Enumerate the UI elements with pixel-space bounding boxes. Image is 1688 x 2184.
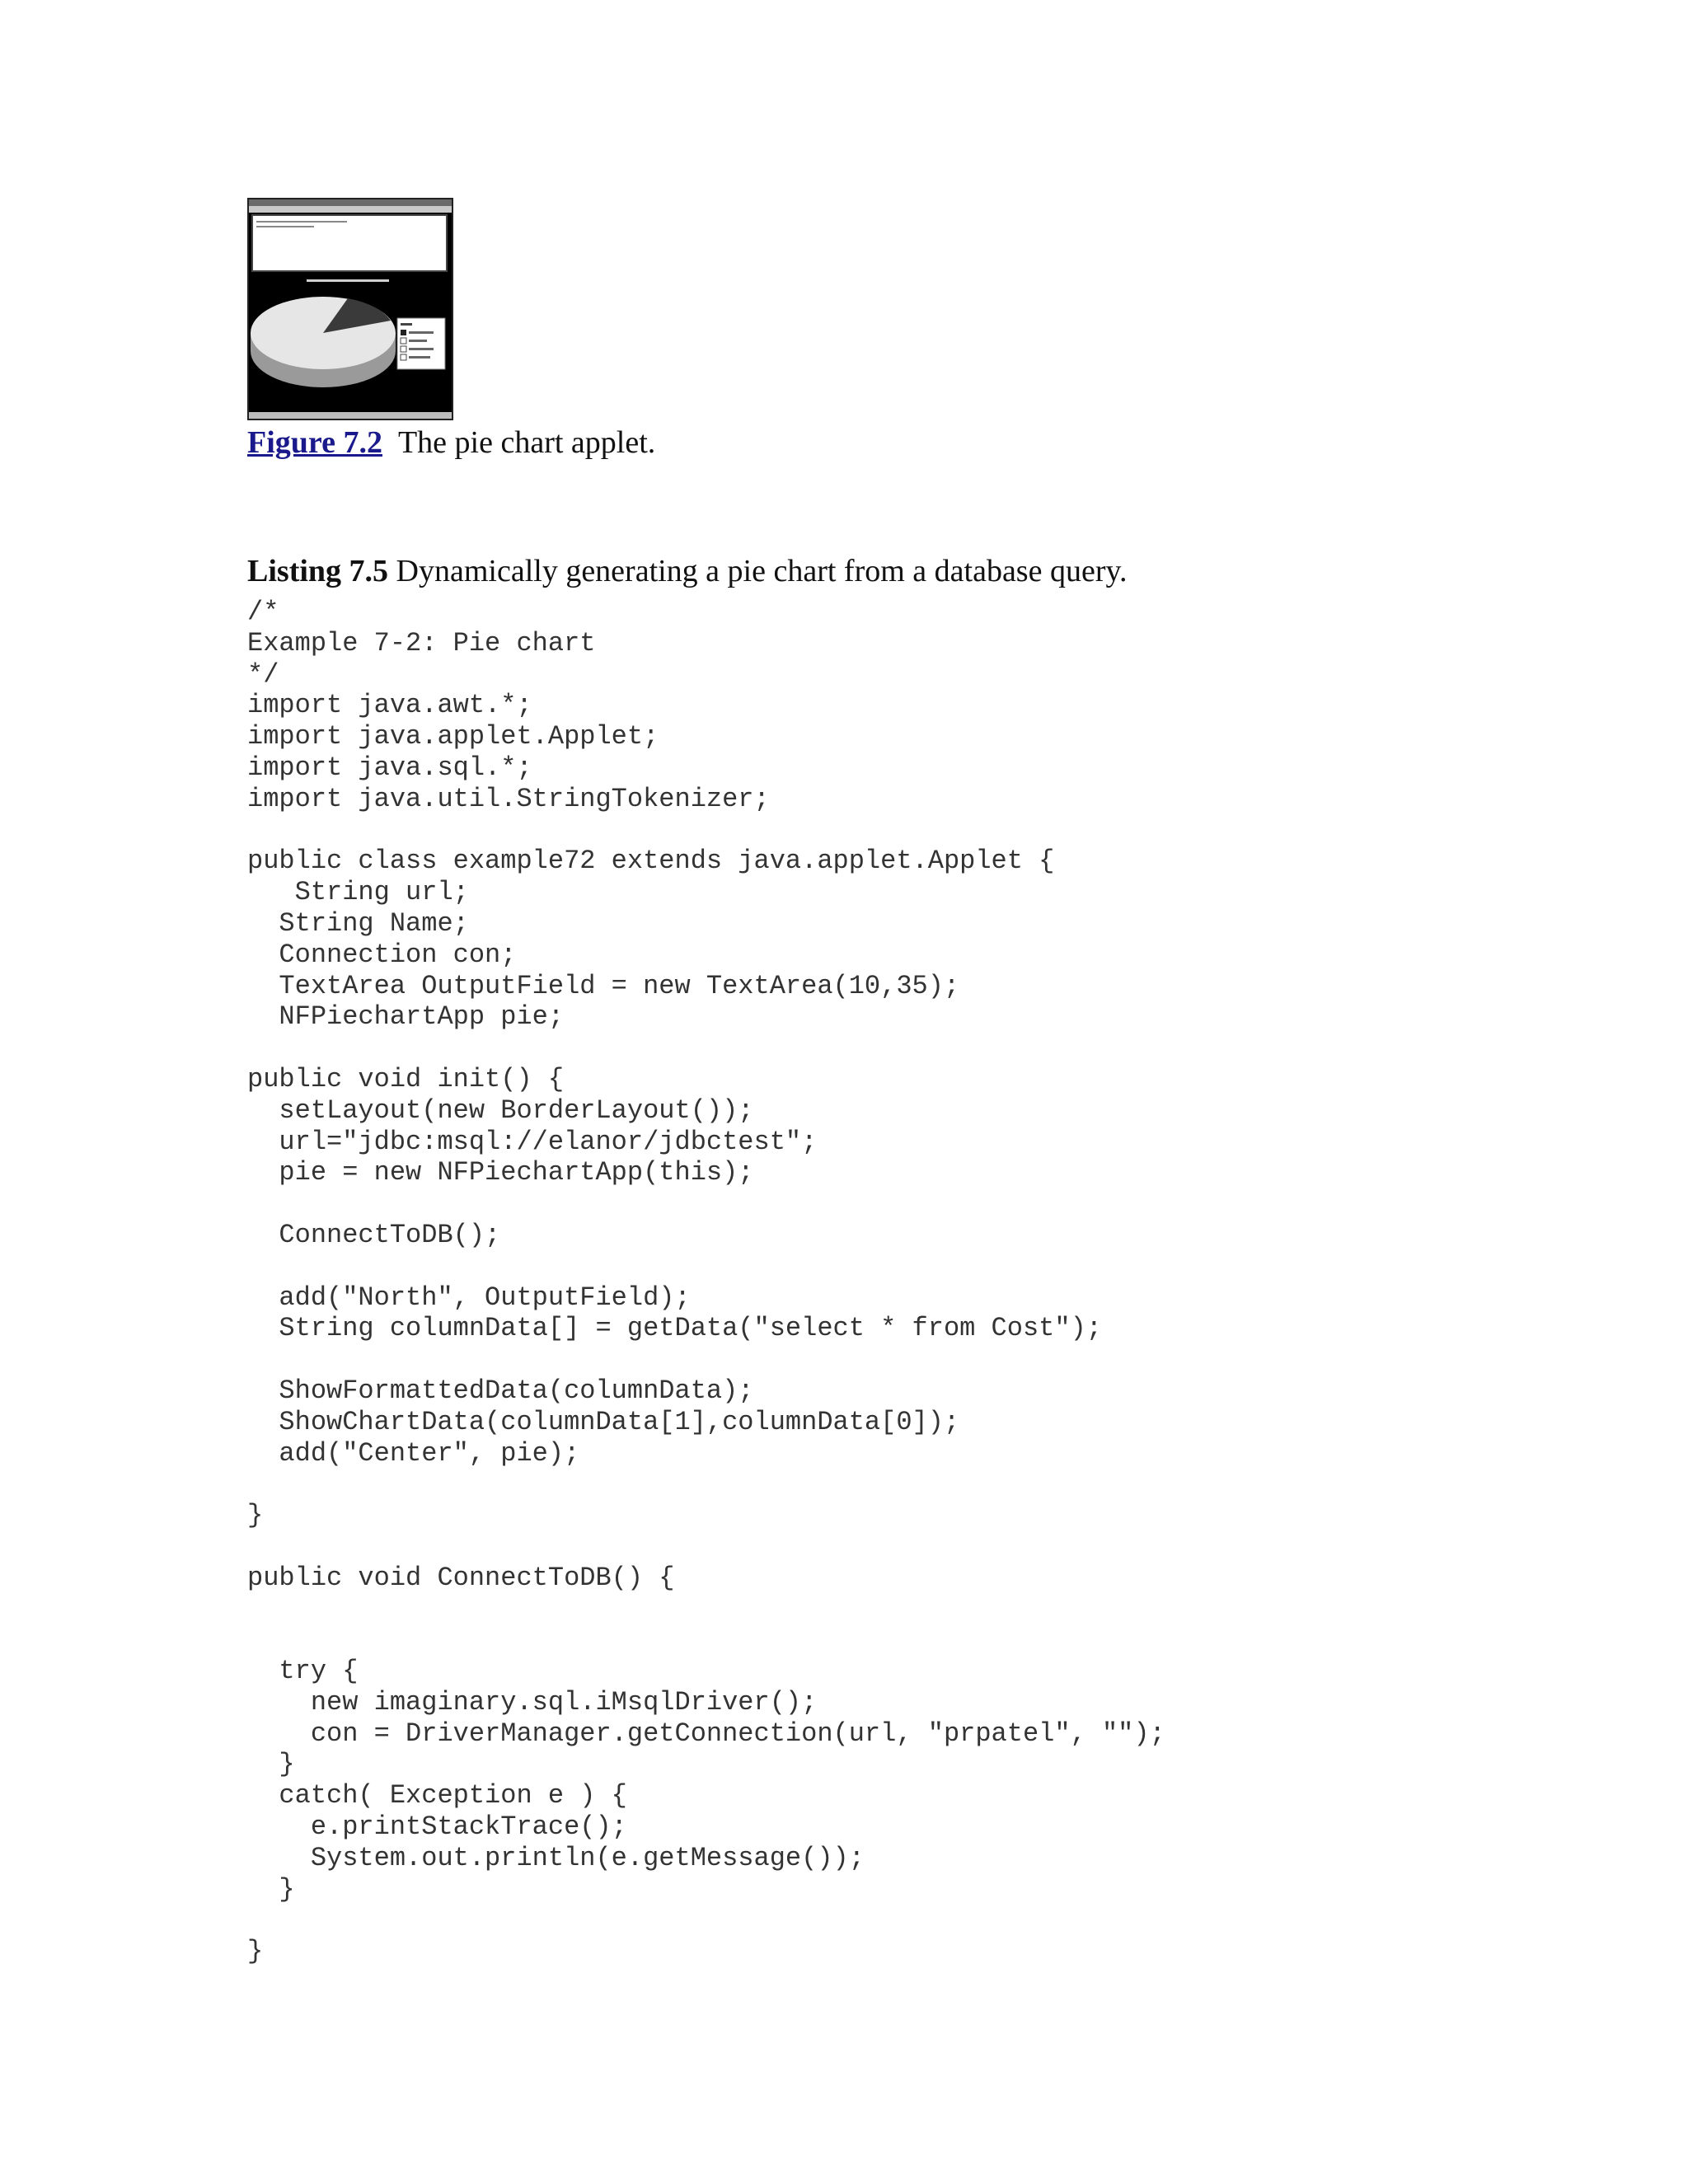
- code-line: public void ConnectToDB() {: [247, 1562, 675, 1593]
- window-status-bar: [249, 412, 452, 419]
- code-line: TextArea OutputField = new TextArea(10,35);: [247, 970, 960, 1001]
- code-line: ConnectToDB();: [247, 1219, 501, 1250]
- code-line: }: [247, 1936, 264, 1967]
- pie-chart-applet-screenshot: [247, 198, 453, 420]
- code-line: public class example72 extends java.applet.Applet {: [247, 846, 1055, 877]
- code-line: public void init() {: [247, 1063, 565, 1094]
- listing-caption: [247, 551, 1128, 592]
- code-line: ShowFormattedData(columnData);: [247, 1375, 754, 1406]
- code-line: [247, 1033, 1165, 1064]
- code-line: [247, 1905, 1165, 1936]
- figure-caption-text: The pie chart applet.: [397, 425, 656, 460]
- code-line: [247, 1531, 1165, 1563]
- code-line: [247, 1344, 1165, 1376]
- code-line: }: [247, 1873, 295, 1905]
- code-line: String Name;: [247, 907, 469, 939]
- code-line: NFPiechartApp pie;: [247, 1001, 565, 1033]
- code-line: setLayout(new BorderLayout());: [247, 1094, 754, 1126]
- code-line: con = DriverManager.getConnection(url, "prpatel", "");: [247, 1718, 1165, 1749]
- text-line: [256, 226, 314, 227]
- figure-link[interactable]: Figure 7.2: [247, 425, 382, 460]
- code-line: [247, 1624, 1165, 1656]
- code-line: add("Center", pie);: [247, 1437, 580, 1469]
- code-line: import java.awt.*;: [247, 690, 532, 721]
- code-line: import java.applet.Applet;: [247, 721, 659, 752]
- pie-chart-graphic: [249, 275, 452, 407]
- listing-caption-text: Dynamically generating a pie chart from a database query.: [396, 554, 1128, 588]
- code-line: url="jdbc:msql://elanor/jdbctest";: [247, 1126, 818, 1157]
- code-line: String url;: [247, 877, 469, 908]
- code-line: Example 7-2: Pie chart: [247, 627, 596, 658]
- code-line: add("North", OutputField);: [247, 1282, 691, 1313]
- code-line: }: [247, 1749, 295, 1780]
- code-line: pie = new NFPiechartApp(this);: [247, 1157, 754, 1188]
- code-line: System.out.println(e.getMessage());: [247, 1842, 865, 1873]
- code-line: e.printStackTrace();: [247, 1811, 627, 1843]
- code-line: [247, 1251, 1165, 1282]
- code-line: try {: [247, 1656, 359, 1687]
- window-title-bar: [249, 199, 452, 206]
- code-line: */: [247, 658, 279, 690]
- code-listing: [247, 597, 1165, 1967]
- code-line: catch( Exception e ) {: [247, 1780, 627, 1811]
- code-line: [247, 1188, 1165, 1220]
- code-line: import java.util.StringTokenizer;: [247, 783, 770, 814]
- code-line: ShowChartData(columnData[1],columnData[0]);: [247, 1406, 960, 1437]
- code-line: new imaginary.sql.iMsqlDriver();: [247, 1686, 818, 1718]
- text-line: [256, 221, 347, 223]
- window-menu-bar: [249, 206, 452, 213]
- code-line: import java.sql.*;: [247, 752, 532, 783]
- output-text-area: [251, 214, 448, 272]
- code-line: [247, 815, 1165, 846]
- code-line: }: [247, 1500, 264, 1531]
- figure-caption: [247, 422, 655, 463]
- code-line: [247, 1469, 1165, 1500]
- listing-label: Listing 7.5: [247, 554, 389, 588]
- code-line: String columnData[] = getData("select * from Cost");: [247, 1313, 1102, 1344]
- code-line: /*: [247, 597, 279, 627]
- code-line: [247, 1594, 1165, 1625]
- code-line: Connection con;: [247, 939, 517, 970]
